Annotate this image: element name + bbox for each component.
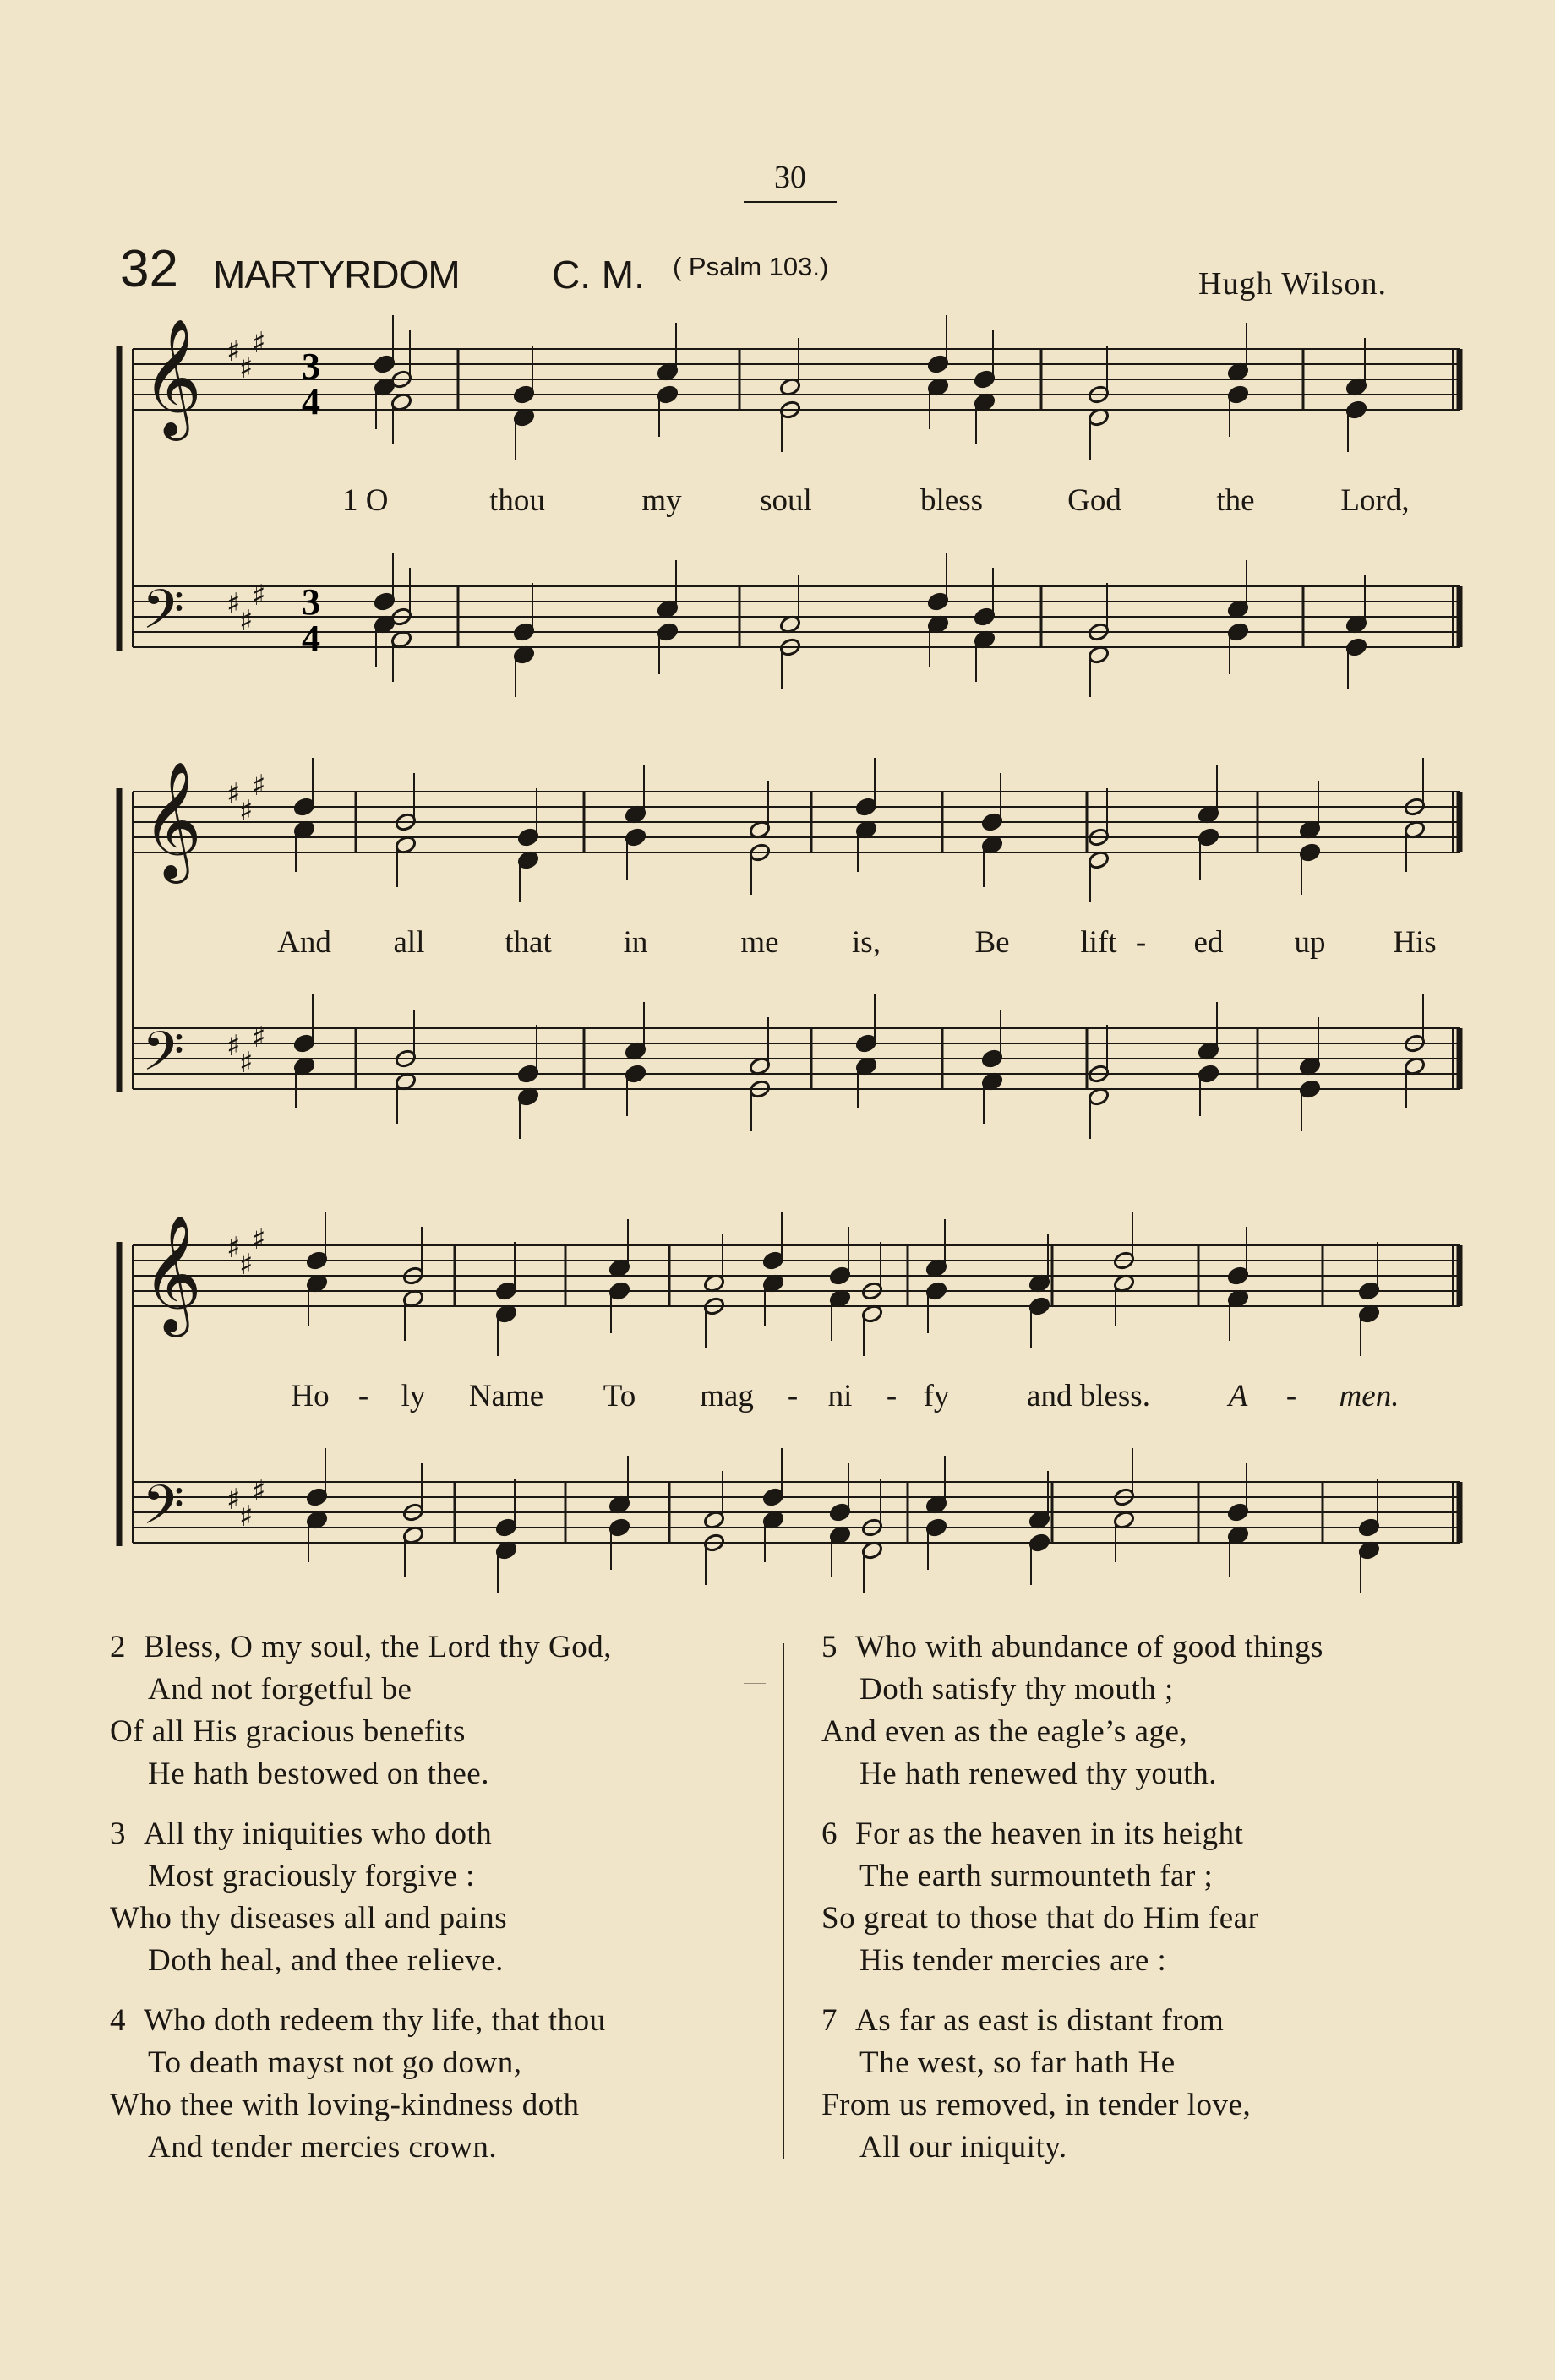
lyric-word: Ho <box>291 1379 330 1413</box>
lyric-hyphen: - <box>1285 1379 1297 1413</box>
verse-number: 3 <box>110 1816 126 1851</box>
verse-number: 6 <box>821 1816 838 1851</box>
verse-line: And tender mercies crown. <box>148 2130 498 2165</box>
sharp-sign: ♯ <box>239 604 254 638</box>
lyrics-system-1 <box>342 483 1410 518</box>
verse <box>110 1626 769 1795</box>
verse <box>821 2000 1514 2169</box>
verse-line: So great to those that do Him fear <box>821 1901 1259 1936</box>
verse-line: As far as east is distant from <box>855 2003 1225 2038</box>
verse-line: Doth satisfy thy mouth ; <box>859 1672 1174 1707</box>
lyric-word: fy <box>923 1379 950 1413</box>
verse-line: Who with abundance of good things <box>855 1630 1323 1664</box>
divider-mark <box>744 1683 766 1684</box>
sharp-sign: ♯ <box>252 1021 266 1054</box>
verse-number: 4 <box>110 2003 126 2038</box>
verse-line: Who thy diseases all and pains <box>110 1901 508 1936</box>
verse <box>821 1813 1514 1982</box>
sharp-sign: ♯ <box>239 351 254 385</box>
sharp-sign: ♯ <box>252 1223 266 1256</box>
sharp-sign: ♯ <box>252 769 266 803</box>
verse-line: Bless, O my soul, the Lord thy God, <box>144 1630 612 1664</box>
sharp-sign: ♯ <box>239 794 254 828</box>
sharp-sign: ♯ <box>252 1474 266 1508</box>
sharp-sign: ♯ <box>226 1231 241 1265</box>
lyric-word: Name <box>468 1379 544 1413</box>
bass-clef: 𝄢 <box>142 579 185 655</box>
column-divider <box>783 1643 784 2159</box>
composer: Hugh Wilson. <box>1198 266 1388 302</box>
lyric-word: God <box>1067 483 1121 518</box>
verse <box>821 1626 1514 1795</box>
lyric-word: in <box>623 925 648 960</box>
verse-line: And even as the eagle’s age, <box>821 1714 1188 1749</box>
lyric-hyphen: - <box>357 1379 369 1413</box>
lyric-word: the <box>1216 483 1255 518</box>
sharp-sign: ♯ <box>252 326 266 360</box>
lyrics-system-2 <box>277 925 1437 960</box>
verse-line: Who doth redeem thy life, that thou <box>144 2003 606 2038</box>
lyric-word: soul <box>760 483 812 518</box>
verse-number: 5 <box>821 1630 838 1664</box>
lyric-word: And <box>277 925 331 960</box>
lyric-word: my <box>641 483 682 518</box>
verse-line: And not forgetful be <box>148 1672 412 1707</box>
time-signature-bottom: 4 <box>302 381 320 422</box>
lyric-word: To <box>603 1379 636 1413</box>
lyric-word: all <box>393 925 425 960</box>
sharp-sign: ♯ <box>252 579 266 613</box>
lyric-hyphen: - <box>787 1379 799 1413</box>
lyric-word: ni <box>827 1379 853 1413</box>
psalm-reference: ( Psalm 103.) <box>673 252 829 281</box>
lyric-word: men. <box>1339 1379 1400 1413</box>
verse-line: His tender mercies are : <box>859 1943 1167 1978</box>
time-signature-top: 3 <box>302 346 320 387</box>
lyric-word: thou <box>489 483 545 518</box>
sharp-sign: ♯ <box>226 335 241 368</box>
lyric-word: Be <box>974 925 1010 960</box>
sharp-sign: ♯ <box>226 1029 241 1063</box>
bass-clef: 𝄢 <box>142 1021 185 1097</box>
lyric-word: up <box>1294 925 1326 960</box>
verse-line: All thy iniquities who doth <box>144 1816 493 1851</box>
lyrics-system-3 <box>291 1379 1399 1413</box>
verses-left-column <box>110 1626 769 2187</box>
lyric-word: 1 O <box>342 483 389 518</box>
verse-line: He hath renewed thy youth. <box>859 1756 1217 1791</box>
meter: C. M. <box>552 253 645 297</box>
verse-line: The west, so far hath He <box>859 2045 1176 2080</box>
time-signature-bass <box>302 581 320 659</box>
lyric-word: and bless. <box>1027 1379 1150 1413</box>
sharp-sign: ♯ <box>239 1500 254 1533</box>
verse <box>110 1813 769 1982</box>
bass-clef: 𝄢 <box>142 1474 185 1550</box>
hymn-number: 32 <box>120 240 178 298</box>
verse-line: The earth surmounteth far ; <box>859 1859 1214 1893</box>
sharp-sign: ♯ <box>239 1248 254 1282</box>
verse-line: All our iniquity. <box>859 2130 1067 2165</box>
time-signature-treble <box>302 346 320 422</box>
verse-number: 2 <box>110 1630 126 1664</box>
lyric-word: mag <box>700 1379 754 1413</box>
treble-clef: 𝄞 <box>142 761 202 879</box>
verse-line: Who thee with loving-kindness doth <box>110 2088 580 2122</box>
treble-clef: 𝄞 <box>142 319 202 436</box>
lyric-word: lift <box>1080 925 1117 960</box>
page-number: 30 <box>744 159 837 203</box>
tune-name: MARTYRDOM <box>213 253 460 297</box>
verse-line: Doth heal, and thee relieve. <box>148 1943 504 1978</box>
verse-line: Of all His gracious benefits <box>110 1714 466 1749</box>
sharp-sign: ♯ <box>226 1483 241 1517</box>
time-signature-bottom: 4 <box>302 618 320 659</box>
verses-right-column <box>821 1626 1514 2187</box>
verse-line: From us removed, in tender love, <box>821 2088 1252 2122</box>
sharp-sign: ♯ <box>226 777 241 811</box>
verse-number: 7 <box>821 2003 838 2038</box>
verse-line: To death mayst not go down, <box>148 2045 522 2080</box>
lyric-word: bless <box>920 483 983 518</box>
treble-clef: 𝄞 <box>142 1215 202 1332</box>
lyric-hyphen: - <box>886 1379 898 1413</box>
verse-line: Most graciously forgive : <box>148 1859 475 1893</box>
lyric-word: A <box>1228 1379 1248 1413</box>
lyric-word: His <box>1393 925 1437 960</box>
time-signature-top: 3 <box>302 581 320 623</box>
sharp-sign: ♯ <box>239 1046 254 1080</box>
verse-line: For as the heaven in its height <box>855 1816 1244 1851</box>
lyric-word: is, <box>852 925 881 960</box>
lyric-word: me <box>740 925 779 960</box>
lyric-word: ed <box>1193 925 1224 960</box>
lyric-word: ly <box>401 1379 426 1413</box>
sharp-sign: ♯ <box>226 587 241 621</box>
verse-line: He hath bestowed on thee. <box>148 1756 489 1791</box>
lyric-word: Lord, <box>1340 483 1410 518</box>
lyric-word: that <box>505 925 552 960</box>
verse <box>110 2000 769 2169</box>
lyric-hyphen: - <box>1135 925 1147 960</box>
